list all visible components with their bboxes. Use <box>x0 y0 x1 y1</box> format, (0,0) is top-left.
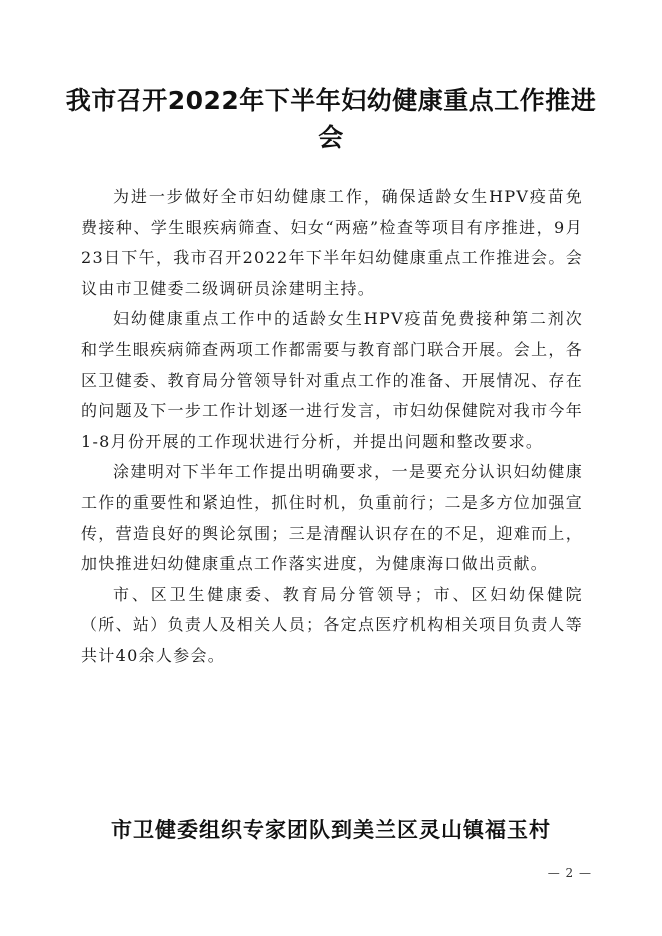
article-title: 我市召开2022年下半年妇幼健康重点工作推进会 <box>65 86 597 152</box>
paragraph-4: 市、区卫生健康委、教育局分管领导；市、区妇幼保健院（所、站）负责人及相关人员；各定点医疗机构相关项目负责人等共计40余人参会。 <box>81 584 583 665</box>
paragraph-1: 为进一步做好全市妇幼健康工作，确保适龄女生HPV疫苗免费接种、学生眼疾病筛查、妇女“两癌”检查等项目有序推进，9月23日下午，我市召开2022年下半年妇幼健康重点工作推进会。会议由市卫健委二级调研员涂建明主持。 <box>81 187 583 298</box>
article-body <box>81 182 583 672</box>
next-article-title: 市卫健委组织专家团队到美兰区灵山镇福玉村 <box>111 818 551 842</box>
paragraph-2: 妇幼健康重点工作中的适龄女生HPV疫苗免费接种第二剂次和学生眼疾病筛查两项工作都需要与教育部门联合开展。会上，各区卫健委、教育局分管领导针对重点工作的准备、开展情况、存在的问题及下一步工作计划逐一进行发言，市妇幼保健院对我市今年1-8月份开展的工作现状进行分析，并提出问题和整改要求。 <box>81 309 583 451</box>
page-number: — 2 — <box>547 866 592 880</box>
paragraph-3: 涂建明对下半年工作提出明确要求，一是要充分认识妇幼健康工作的重要性和紧迫性，抓住时机，负重前行；二是多方位加强宣传，营造良好的舆论氛围；三是清醒认识存在的不足，迎难而上，加快推进妇幼健康重点工作落实进度，为健康海口做出贡献。 <box>81 462 583 574</box>
